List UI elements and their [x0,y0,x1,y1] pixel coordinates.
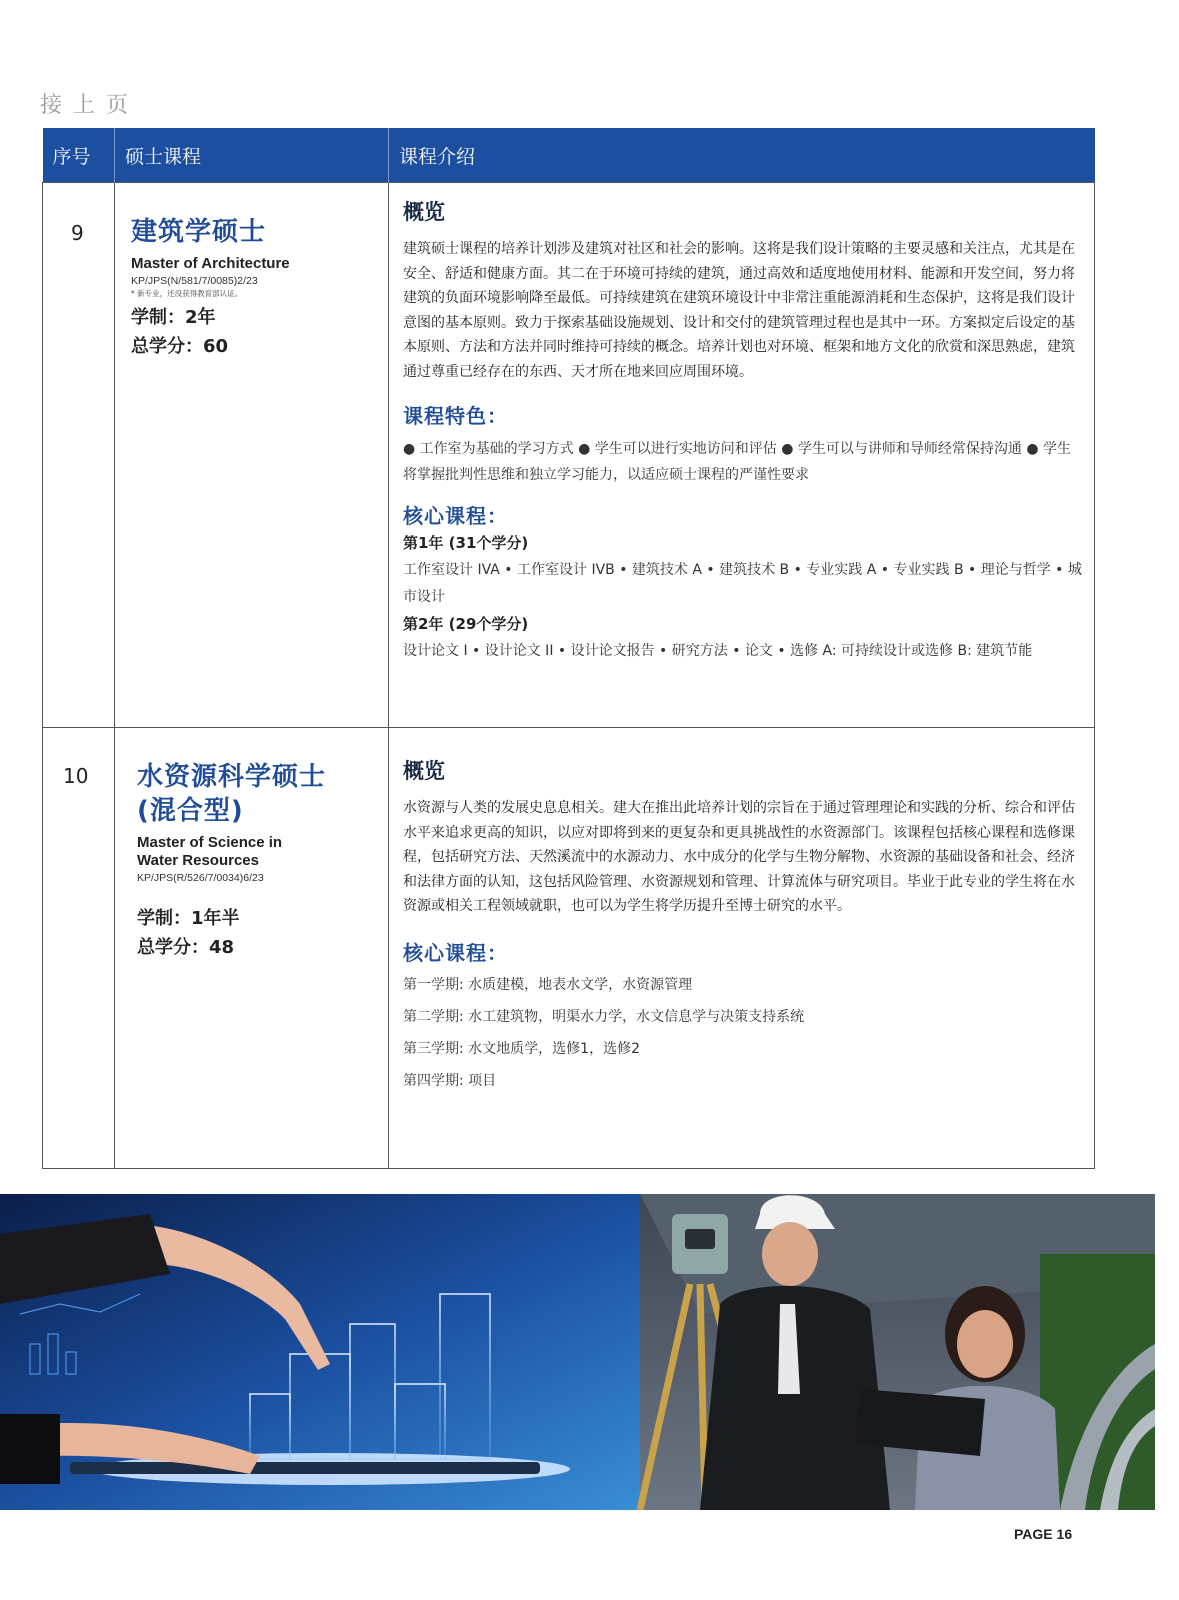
year1-heading: 第1年 (31个学分) [403,534,529,552]
table-row [43,183,1095,728]
program-title-en-2: Water Resources [137,852,259,869]
program-title-cn-type: (混合型) [137,796,244,826]
banner-photo [0,1194,1155,1510]
semester-item [403,1001,1082,1033]
semester-label: 第二学期: [403,1008,464,1025]
semester-courses: 水质建模，地表水文学，水资源管理 [468,976,693,993]
description-cell [389,183,1095,728]
row-number: 9 [43,183,115,728]
table-row [43,728,1095,1169]
semester-item [403,1065,1082,1097]
banner-illustration [0,1194,1155,1510]
program-title-en: Master of Science in [137,834,283,851]
description-cell [389,728,1095,1169]
semester-item [403,969,1082,1001]
semester-courses: 水文地质学，选修1，选修2 [468,1040,640,1057]
semester-label: 第四学期: [403,1072,464,1089]
semester-courses: 项目 [468,1072,497,1089]
overview-heading: 概览 [403,759,445,783]
program-duration: 学制：1年半 [137,908,240,929]
program-credits: 总学分：48 [137,937,235,958]
semester-courses: 水工建筑物，明渠水力学，水文信息学与决策支持系统 [468,1008,805,1025]
header-program: 硕士课程 [115,128,389,183]
semester-label: 第一学期: [403,976,464,993]
program-cell [115,728,389,1169]
program-credits: 总学分：60 [131,336,229,357]
core-heading: 核心课程： [403,940,508,965]
header-intro: 课程介绍 [389,128,1095,183]
overview-heading: 概览 [403,200,445,224]
core-heading: 核心课程： [403,504,508,528]
program-title-cn: 建筑学硕士 [131,217,267,247]
continued-label: 接 上 页 [40,93,130,118]
table-header-row [43,128,1095,183]
overview-text: 水资源与人类的发展史息息相关。建大在推出此培养计划的宗旨在于通过管理理论和实践的分析、综合和评估水平来追求更高的知识，以应对即将到来的更复杂和更具挑战性的水资源部门。该课程包括核心课程和选修课程，包括研究方法、天然溪流中的水源动力、水中成分的化学与生物分解物、水资源的基础设备和社会、经济和法律方面的认知，这包括风险管理、水资源规划和管理、计算流体与研究项目。毕业于此专业的学生将在水资源或相关工程领域就职，也可以为学生将学历提升至博士研究的水平。 [403,800,1075,914]
program-duration: 学制：2年 [131,307,216,328]
program-title-en: Master of Architecture [131,255,290,272]
year2-heading: 第2年 (29个学分) [403,615,529,633]
program-code: KP/JPS(R/526/7/0034)6/23 [137,872,264,884]
year1-courses: 工作室设计 IVA • 工作室设计 IVB • 建筑技术 A • 建筑技术 B • 专业实践 A • 专业实践 B • 理论与哲学 • 城市设计 [403,562,1082,605]
course-table [42,128,1095,1169]
program-code: KP/JPS(N/581/7/0085)2/23 [131,275,258,287]
row-number: 10 [43,728,115,1169]
year2-courses: 设计论文 I • 设计论文 II • 设计论文报告 • 研究方法 • 论文 • 选修 A: 可持续设计或选修 B: 建筑节能 [403,643,1033,659]
page-number: PAGE 16 [1014,1526,1073,1542]
header-no: 序号 [43,128,115,183]
overview-text: 建筑硕士课程的培养计划涉及建筑对社区和社会的影响。这将是我们设计策略的主要灵感和关注点，尤其是在安全、舒适和健康方面。其二在于环境可持续的建筑，通过高效和适度地使用材料、能源和开发空间，努力将建筑的负面环境影响降至最低。可持续建筑在建筑环境设计中非常注重能源消耗和生态保护，这将是我们设计意图的基本原则。致力于探索基础设施规划、设计和交付的建筑管理过程也是其中一环。方案拟定后设定的基本原则、方法和方法并同时维持可持续的概念。培养计划也对环境、框架和地方文化的欣赏和深思熟虑，建筑通过尊重已经存在的东西、天才所在地来回应周围环境。 [403,241,1075,380]
program-cell [115,183,389,728]
semester-label: 第三学期: [403,1040,464,1057]
program-title-cn: 水资源科学硕士 [137,762,327,792]
semester-item [403,1033,1082,1065]
program-note: * 新专业，还没获得教育部认证。 [131,289,243,298]
features-text: ● 工作室为基础的学习方式 ● 学生可以进行实地访问和评估 ● 学生可以与讲师和导师经常保持沟通 ● 学生将掌握批判性思维和独立学习能力，以适应硕士课程的严谨性要求 [403,441,1072,483]
features-heading: 课程特色： [403,404,508,428]
